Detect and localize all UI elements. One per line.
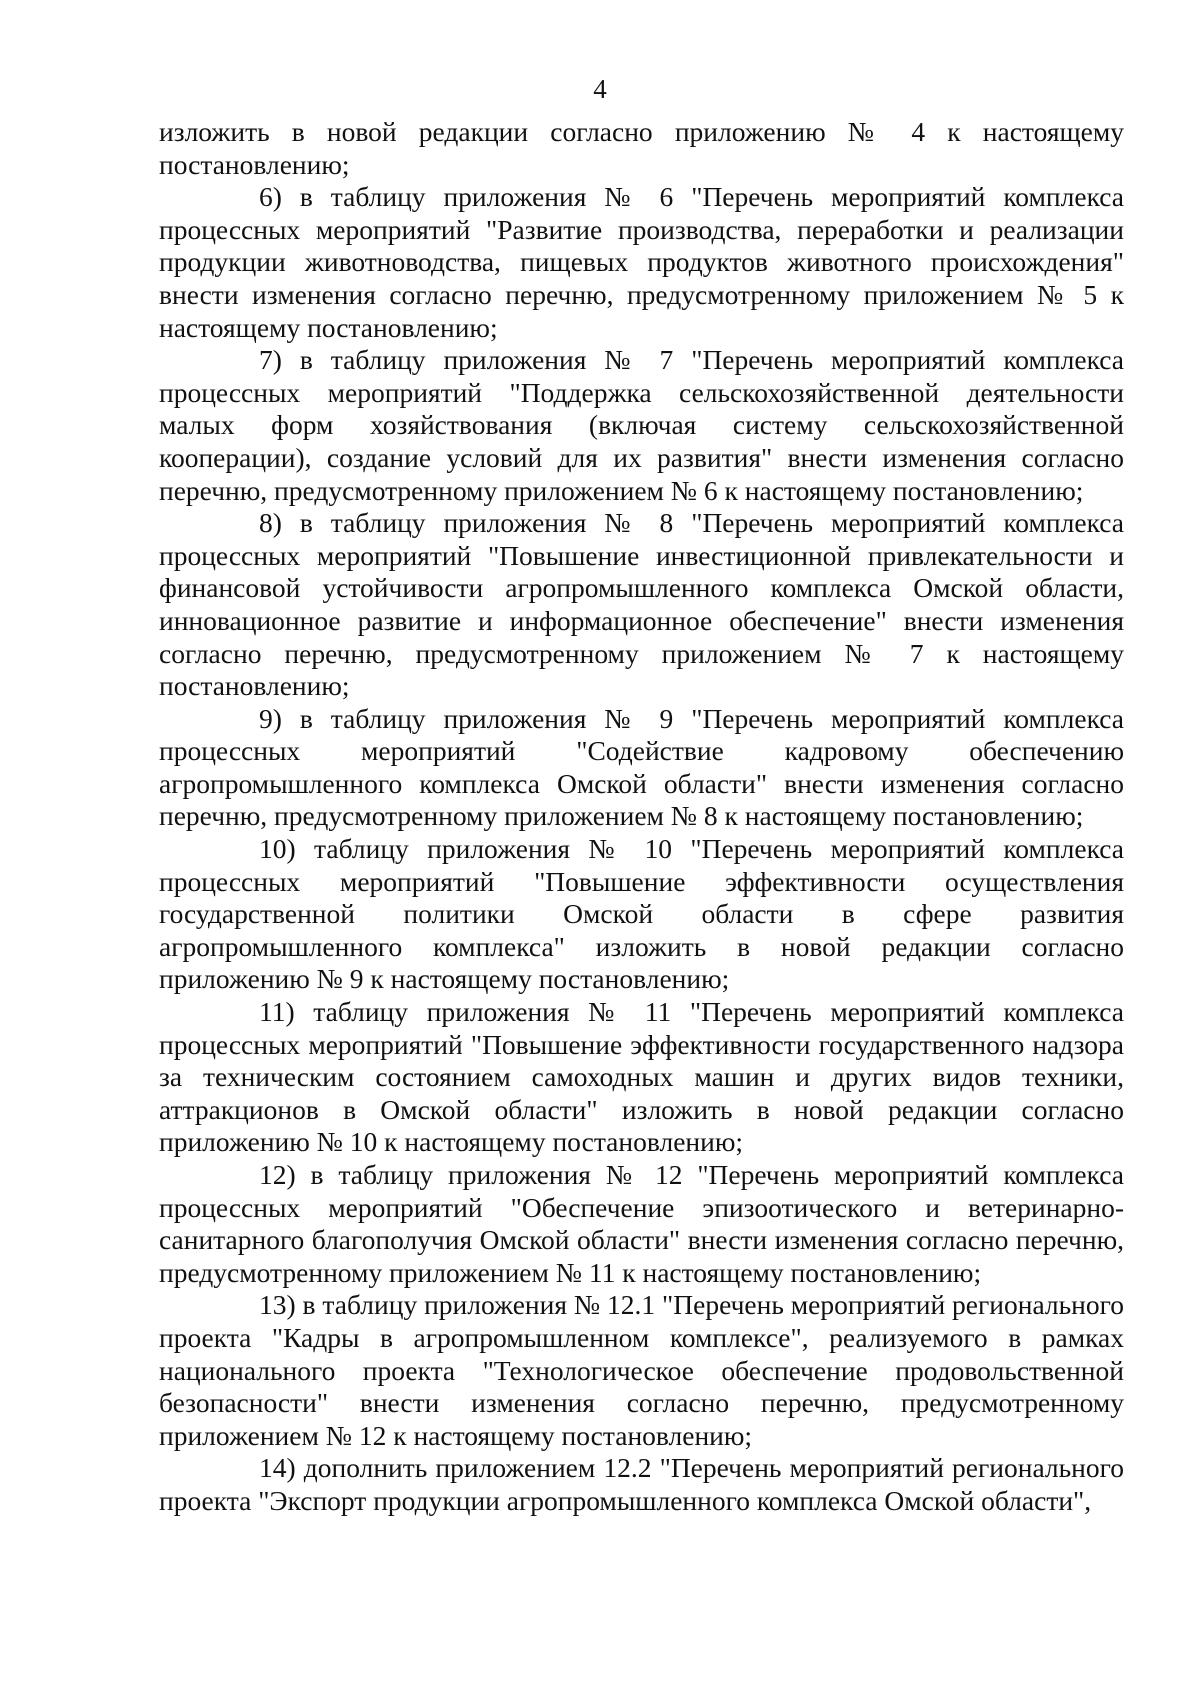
document-body <box>159 116 1124 1518</box>
paragraph-continuation: изложить в новой редакции согласно приложению № 4 к настоящему постановлению; <box>159 116 1124 180</box>
paragraph-item-10: 10) таблицу приложения № 10 "Перечень мероприятий комплекса процессных мероприятий "Повышение эффективности осуществления государственной политики Омской области в сфере развития агропромышленного комплекса" изложить в новой редакции согласно приложению № 9 к настоящему постановлению; <box>159 833 1124 995</box>
paragraph-item-14: 14) дополнить приложением 12.2 "Перечень мероприятий регионального проекта "Экспорт продукции агропромышленного комплекса Омской области", <box>159 1452 1124 1516</box>
paragraph-item-12: 12) в таблицу приложения № 12 "Перечень мероприятий комплекса процессных мероприятий "Обеспечение эпизоотического и ветеринарно-санитарного благополучия Омской области" внести изменения согласно перечню, предусмотренному приложением № 11 к настоящему постановлению; <box>159 1159 1124 1288</box>
paragraph-item-6: 6) в таблицу приложения № 6 "Перечень мероприятий комплекса процессных мероприятий "Развитие производства, переработки и реализации продукции животноводства, пищевых продуктов животного происхождения" внести изменения согласно перечню, предусмотренному приложением № 5 к настоящему постановлению; <box>159 181 1124 343</box>
paragraph-item-9: 9) в таблицу приложения № 9 "Перечень мероприятий комплекса процессных мероприятий "Содействие кадровому обеспечению агропромышленного комплекса Омской области" внести изменения согласно перечню, предусмотренному приложением № 8 к настоящему постановлению; <box>159 702 1124 832</box>
paragraph-item-8: 8) в таблицу приложения № 8 "Перечень мероприятий комплекса процессных мероприятий "Повышение инвестиционной привлекательности и финансовой устойчивости агропромышленного комплекса Омской области, инновационное развитие и информационное обеспечение" внести изменения согласно перечню, предусмотренному приложением № 7 к настоящему постановлению; <box>159 507 1124 702</box>
paragraph-item-7: 7) в таблицу приложения № 7 "Перечень мероприятий комплекса процессных мероприятий "Поддержка сельскохозяйственной деятельности малых форм хозяйствования (включая систему сельскохозяйственной кооперации), создание условий для их развития" внести изменения согласно перечню, предусмотренному приложением № 6 к настоящему постановлению; <box>159 344 1124 506</box>
page-number: 4 <box>593 74 607 104</box>
paragraph-item-11: 11) таблицу приложения № 11 "Перечень мероприятий комплекса процессных мероприятий "Повышение эффективности государственного надзора за техническим состоянием самоходных машин и других видов техники, аттракционов в Омской области" изложить в новой редакции согласно приложению № 10 к настоящему постановлению; <box>159 996 1124 1158</box>
paragraph-item-13: 13) в таблицу приложения № 12.1 "Перечень мероприятий регионального проекта "Кадры в агропромышленном комплексе", реализуемого в рамках национального проекта "Технологическое обеспечение продовольственной безопасности" внести изменения согласно перечню, предусмотренному приложением № 12 к настоящему постановлению; <box>159 1289 1124 1451</box>
